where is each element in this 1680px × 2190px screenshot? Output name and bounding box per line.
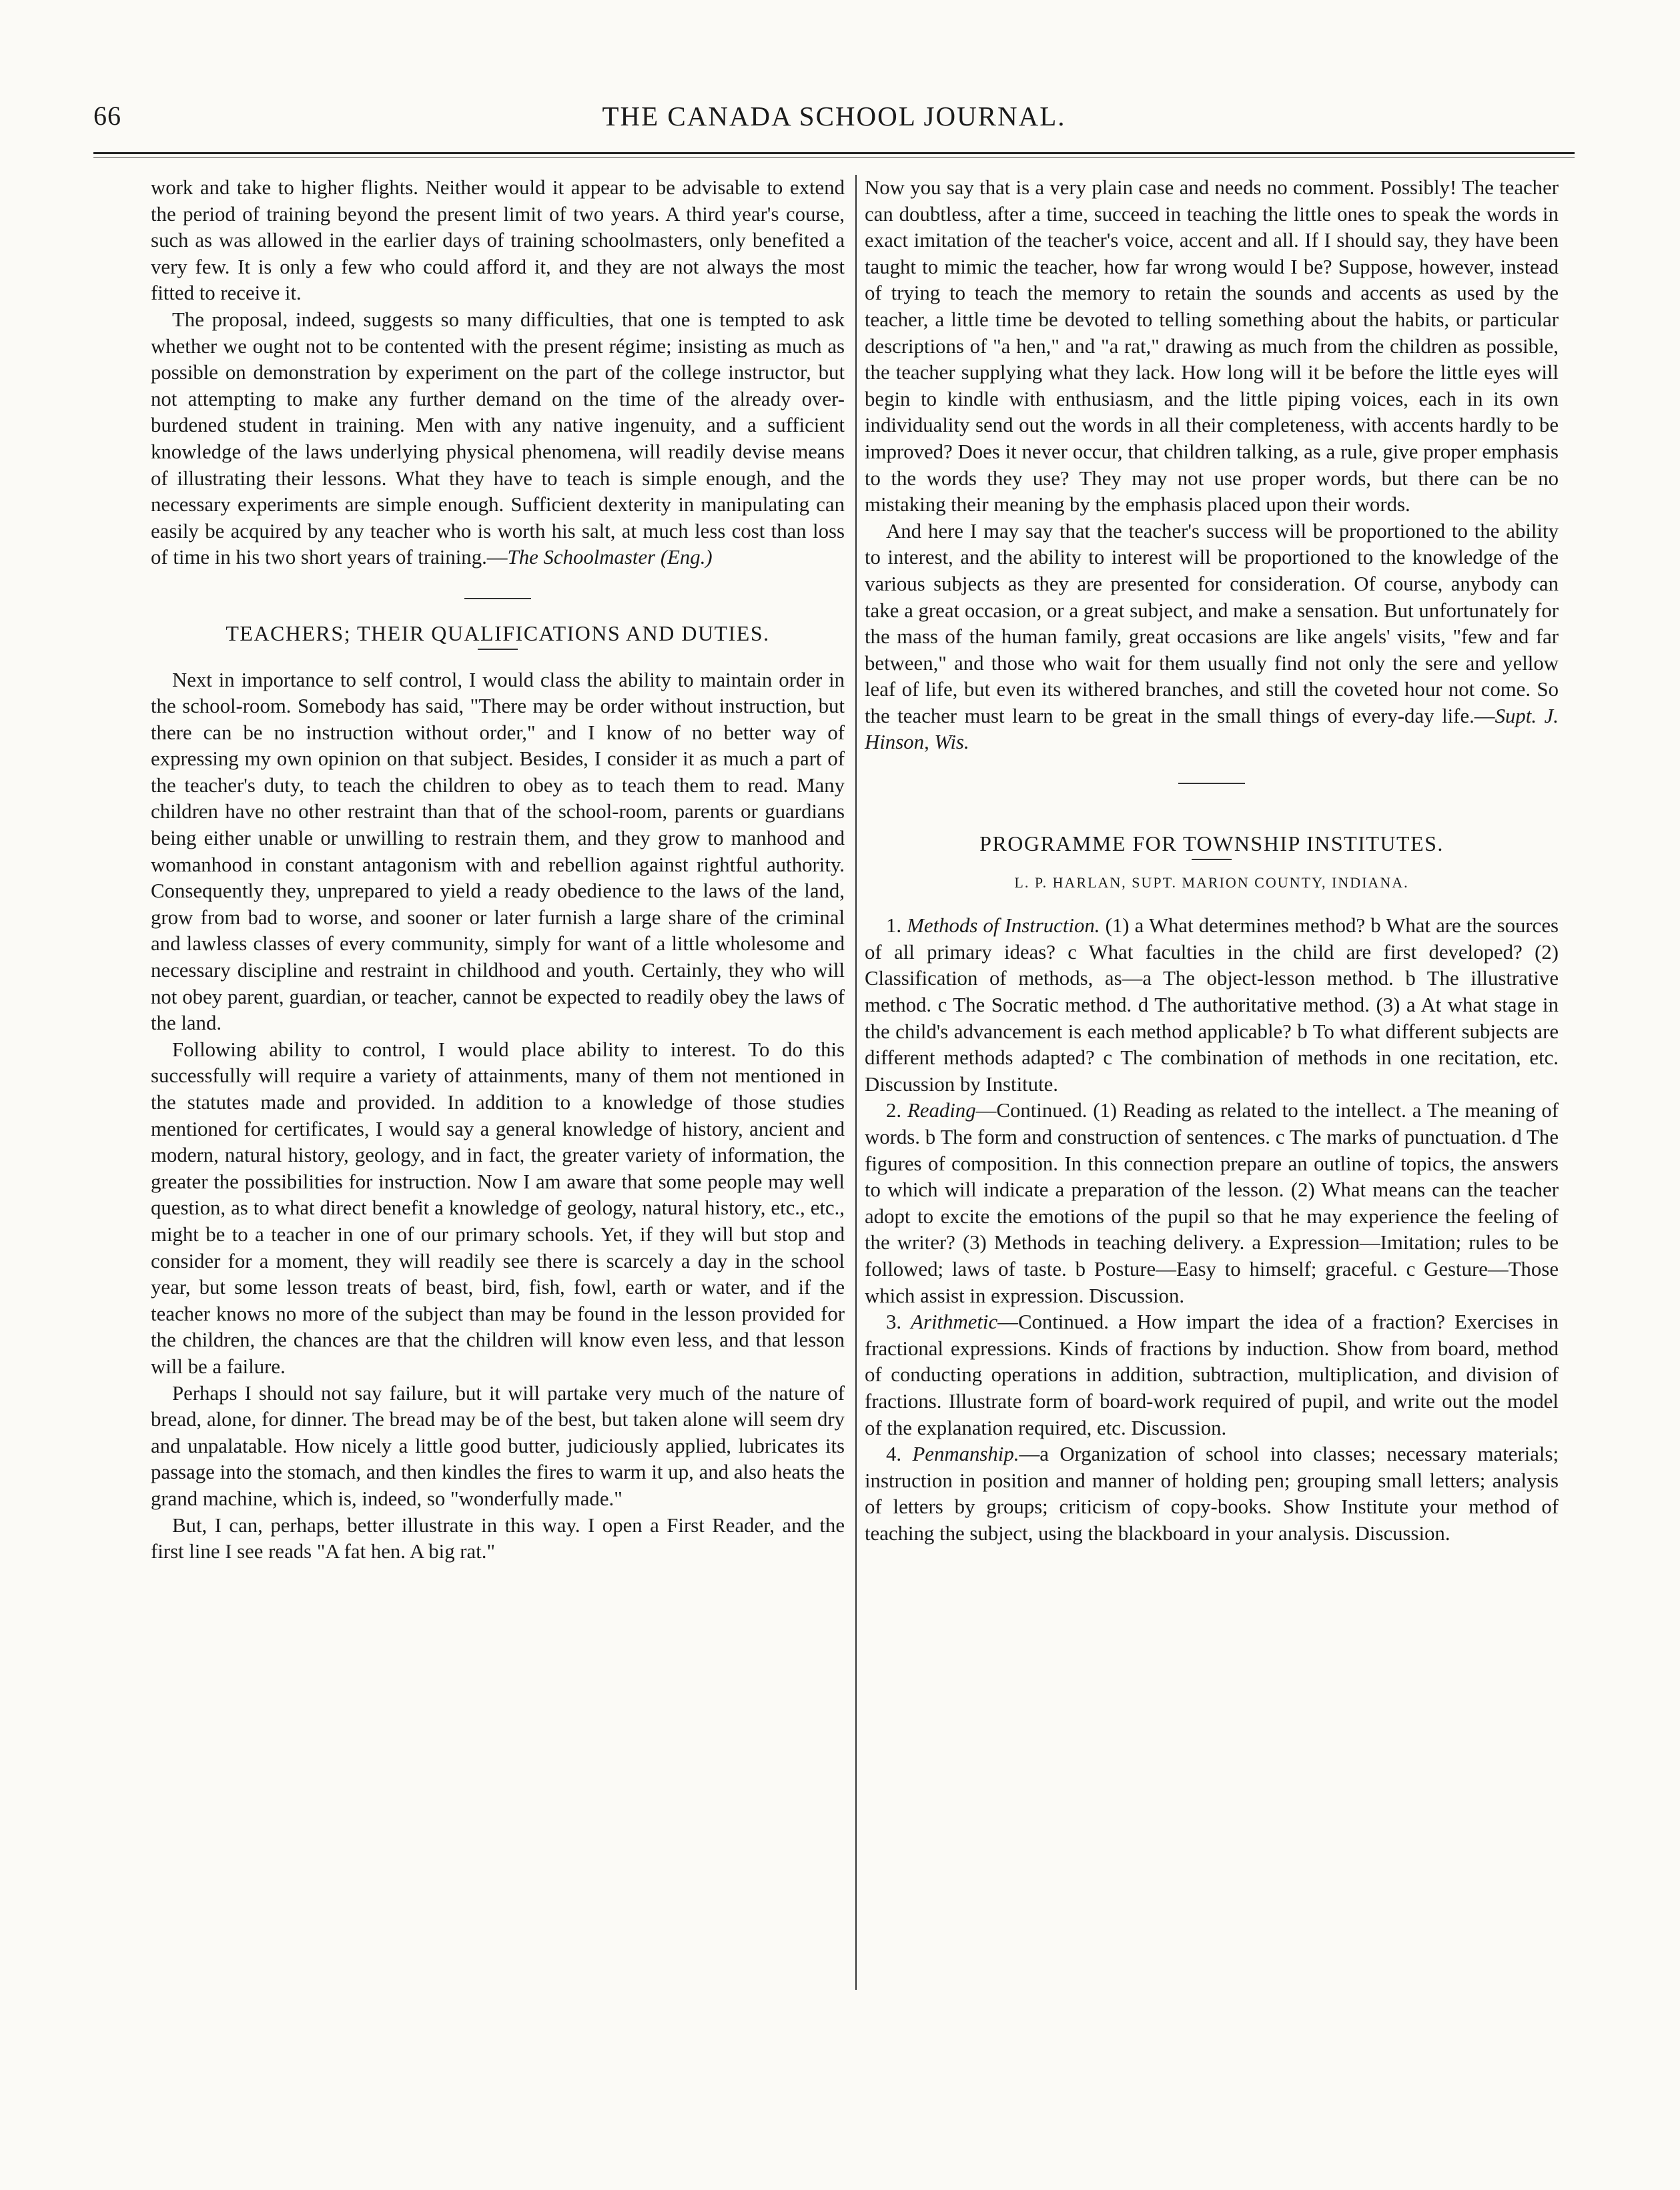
page-number: 66: [93, 101, 121, 131]
item-number: 3.: [886, 1311, 902, 1334]
item-body: (1) a What determines method? b What are the sources of all primary ideas? c What faculties in the child are first developed? (2) Classification of methods, as—a The object-lesson method. b The illustrative method. c The Socratic method. d The authoritative method. (3) a At what stage in the child's advancement is each method applicable? b To what different subjects are different methods adapted? c The combination of methods in one recitation, etc. Discussion by Institute.: [865, 914, 1559, 1096]
article-paragraph: [151, 307, 845, 571]
column-divider: [855, 175, 857, 1990]
item-body: —Continued. a How impart the idea of a fraction? Exercises in fractional expressions. Kinds of fractions by induction. Show from board, method of conducting operations in addition, subtraction, multiplication, and division of fractions. Illustrate form of board-work required of pupil, and write out the model of the explanation required, etc. Discussion.: [865, 1311, 1559, 1439]
article-paragraph: Perhaps I should not say failure, but it will partake very much of the nature of bread, alone, for dinner. The bread may be of the best, but taken alone will seem dry and unpalatable. How nicely a little good butter, judiciously applied, lubricates its passage into the stomach, and then kindles the fires to warm it up, and also heats the grand machine, which is, indeed, so "wonderfully made.": [151, 1381, 845, 1510]
heading-rule: [478, 649, 518, 650]
article-attribution: The Schoolmaster (Eng.): [507, 546, 713, 569]
programme-item: [865, 1441, 1559, 1547]
article-paragraph: work and take to higher flights. Neither would it appear to be advisable to extend the period of training beyond the present limit of two years. A third year's course, such as was allowed in the earlier days of training schoolmasters, only benefited a very few. It is only a few who could afford it, and they are not always the most fitted to receive it.: [151, 176, 845, 305]
item-number: 4.: [886, 1443, 902, 1466]
article-attribution: Supt. J. Hinson, Wis.: [865, 704, 1559, 754]
item-title: Methods of Instruction.: [907, 914, 1100, 938]
section-divider: [1178, 783, 1245, 784]
item-body: —Continued. (1) Reading as related to the intellect. a The meaning of words. b The form and construction of sentences. c The marks of punctuation. d The figures of composition. In this connection prepare an outline of topics, the answers to which will indicate a preparation of the lesson. (2) What means can the teacher adopt to excite the emotions of the pupil so that he may experience the feeling of the writer? (3) Methods in teaching delivery. a Expression—Imitation; rules to be followed; laws of taste. b Posture—Easy to himself; graceful. c Gesture—Those which assist in expression. Discussion.: [865, 1099, 1559, 1307]
section-heading-programme: PROGRAMME FOR TOWNSHIP INSTITUTES.: [979, 831, 1444, 856]
item-body: —a Organization of school into classes; necessary materials; instruction in position and manner of holding pen; grouping small letters; analysis of letters by groups; criticism of copy-books. Show Institute your method of teaching the subject, using the blackboard in your analysis. Discussion.: [865, 1443, 1559, 1545]
item-number: 1.: [886, 914, 902, 938]
left-column: [151, 175, 845, 1565]
article-paragraph: Next in importance to self control, I would class the ability to maintain order in the school-room. Somebody has said, "There may be order without instruction, but there can be no instruction without order," and I know of no better way of expressing my own opinion on that subject. Besides, I consider it as much a part of the teacher's duty, to teach the children to obey as to teach them to read. Many children have no other restraint than that of the school-room, parents or guardians being either unable or unwilling to restrain them, and they grow to manhood and womanhood in constant antagonism with and rebellion against rightful authority. Consequently they, unprepared to yield a ready obedience to the laws of the land, grow from bad to worse, and sooner or later furnish a large share of the criminal and lawless classes of every community, simply for want of a little wholesome and necessary discipline and restraint in childhood and youth. Certainly, they who will not obey parent, guardian, or teacher, cannot be expected to readily obey the laws of the land.: [151, 668, 845, 1035]
paragraph-text: And here I may say that the teacher's success will be proportioned to the ability to interest, and the ability to interest will be proportioned to the knowledge of the various subjects as they are presented for consideration. Of course, anybody can take a great occasion, or a great subject, and make a sensation. But unfortunately for the mass of the human family, great occasions are like angels' visits, "few and far between," and those who wait for them usually find not only the sere and yellow leaf of life, but even its withered branches, and still the coveted hour not come. So the teacher must learn to be great in the small things of every-day life.—: [865, 519, 1559, 727]
section-divider: [464, 598, 531, 599]
programme-item: [865, 913, 1559, 1098]
right-column: [865, 175, 1559, 1547]
item-number: 2.: [886, 1099, 902, 1122]
programme-byline: L. P. HARLAN, SUPT. MARION COUNTY, INDIANA.: [1014, 873, 1409, 891]
article-paragraph: Following ability to control, I would place ability to interest. To do this successfully will require a variety of attainments, many of them not mentioned in the statutes made and provided. In addition to a knowledge of those studies mentioned for certificates, I would say a general knowledge of history, ancient and modern, natural history, geology, and in fact, the greater variety of information, the greater the possibilities for instruction. Now I am aware that some people may well question, as to what direct benefit a knowledge of geology, natural history, etc., etc., might be to a teacher in one of our primary schools. Yet, if they will but stop and consider for a moment, they will readily see there is scarcely a day in the school year, but some lesson treats of beast, bird, fish, fowl, earth or water, and if the teacher knows no more of the subject than may be found in the lesson provided for the children, the chances are that the children will know even less, and that lesson will be a failure.: [151, 1038, 845, 1378]
item-title: Reading: [907, 1099, 976, 1122]
article-paragraph: [865, 518, 1559, 756]
header-rule: [93, 152, 1575, 158]
programme-item: [865, 1098, 1559, 1309]
article-paragraph: Now you say that is a very plain case and needs no comment. Possibly! The teacher can doubtless, after a time, succeed in teaching the little ones to speak the words in exact imitation of the teacher's voice, accent and all. If I should say, they have been taught to mimic the teacher, how far wrong would I be? Suppose, however, instead of trying to teach the memory to retain the sounds and accents as used by the teacher, a little time be devoted to telling something about the habits, or particular descriptions of "a hen," and "a rat," drawing as much from the children as possible, the teacher supplying what they lack. How long will it be before the little eyes will begin to kindle with enthusiasm, and the little piping voices, each in its own individuality send out the words in all their completeness, with accents hardly to be improved? Does it never occur, that children talking, as a rule, give proper emphasis to the words they use? They may not use proper words, but there can be no mistaking their meaning by the emphasis placed upon their words.: [865, 176, 1559, 516]
item-title: Arithmetic: [911, 1311, 998, 1334]
journal-title: THE CANADA SCHOOL JOURNAL.: [602, 101, 1066, 131]
item-title: Penmanship.: [912, 1443, 1019, 1466]
page-header: [93, 100, 1575, 140]
section-heading-teachers: TEACHERS; THEIR QUALIFICATIONS AND DUTIES.: [226, 621, 770, 645]
heading-rule: [1192, 859, 1232, 860]
article-paragraph: But, I can, perhaps, better illustrate in this way. I open a First Reader, and the first line I see reads "A fat hen. A big rat.": [151, 1513, 845, 1563]
programme-item: [865, 1309, 1559, 1441]
paragraph-text: The proposal, indeed, suggests so many difficulties, that one is tempted to ask whether we ought not to be contented with the present régime; insisting as much as possible on demonstration by experiment on the part of the college instructor, but not attempting to make any further demand on the time of the already over-burdened student in training. Men with any native ingenuity, and a sufficient knowledge of the laws underlying physical phenomena, will readily devise means of illustrating their lessons. What they have to teach is simple enough, and the necessary experiments are simple enough. Sufficient dexterity in manipulating can easily be acquired by any teacher who is worth his salt, at much less cost than loss of time in his two short years of training.—: [151, 308, 845, 569]
